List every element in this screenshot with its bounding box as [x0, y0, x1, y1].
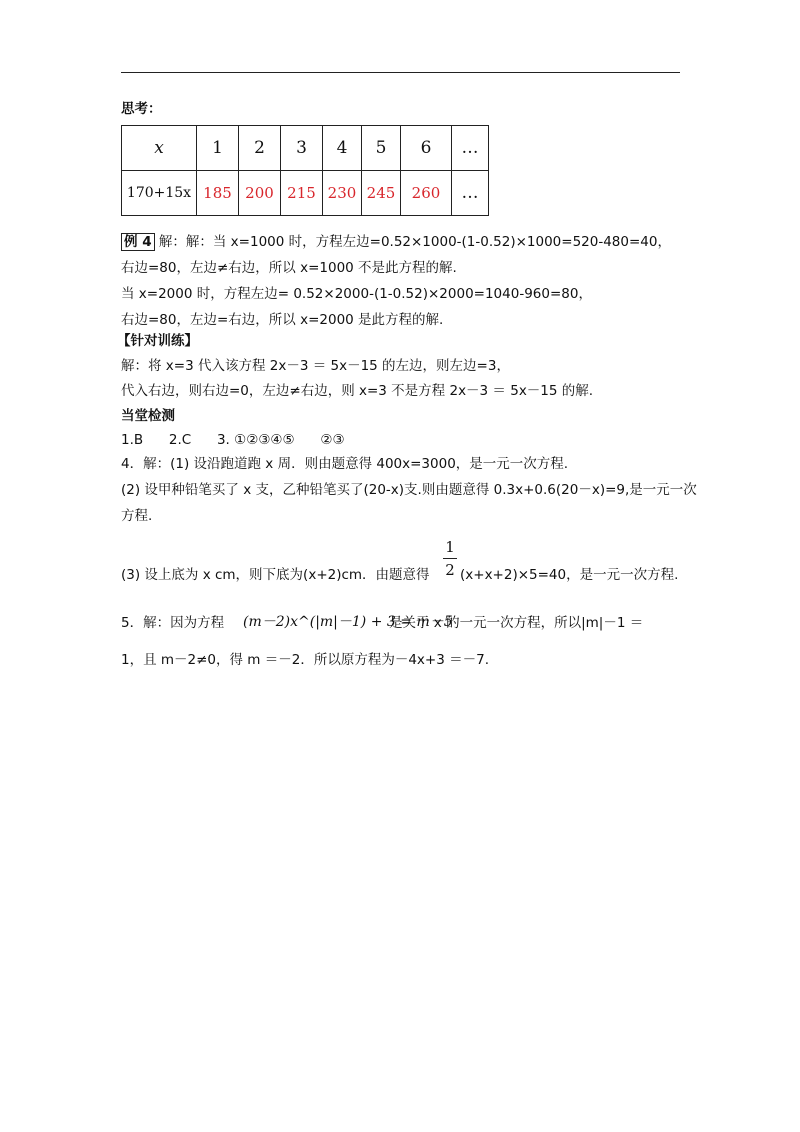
q4-part2-line1: (2) 设甲种铅笔买了 x 支，乙种铅笔买了(20-x)支.则由题意得 0.3x+0.6(20－x)=9,是一元一次 — [121, 482, 697, 498]
table-cell: … — [452, 126, 489, 171]
table-cell: 1 — [197, 126, 239, 171]
example4-line4: 右边=80，左边=右边，所以 x=2000 是此方程的解. — [121, 312, 444, 328]
check-title: 当堂检测 — [121, 408, 175, 424]
q5-equation: (m－2)x^(|m|－1) + 3 = m－5 — [243, 614, 453, 630]
header-rule — [121, 72, 680, 73]
fraction-numerator: 1 — [445, 538, 455, 556]
table-row — [122, 171, 489, 216]
calc-table — [121, 125, 489, 216]
q5-after: 是关于 x 的一元一次方程，所以|m|－1 ＝ — [389, 615, 644, 631]
table-cell: 245 — [362, 171, 401, 216]
table-cell: 2 — [239, 126, 281, 171]
training-title: 【针对训练】 — [117, 333, 198, 349]
q5-line2: 1，且 m－2≠0，得 m ＝－2．所以原方程为－4x+3 ＝－7. — [121, 652, 489, 668]
example4-text: 解：解：当 x=1000 时，方程左边=0.52×1000-(1-0.52)×1000=520-480=40， — [158, 234, 671, 250]
example4-line1 — [121, 234, 671, 250]
think-title: 思考： — [121, 101, 162, 117]
table-cell: 4 — [323, 126, 362, 171]
check-answers: 1.B 2.C 3. ①②③④⑤ ②③ — [121, 432, 345, 448]
fraction-one-half — [443, 538, 457, 579]
example-label: 例 4 — [121, 233, 155, 251]
fraction-denominator: 2 — [445, 561, 455, 579]
training-line1: 解：将 x=3 代入该方程 2x－3 ＝ 5x－15 的左边，则左边=3， — [121, 358, 510, 374]
q4-part1: 4．解：(1) 设沿跑道跑 x 周．则由题意得 400x=3000，是一元一次方程. — [121, 456, 569, 472]
table-cell: … — [452, 171, 489, 216]
example4-line2: 右边=80，左边≠右边，所以 x=1000 不是此方程的解. — [121, 260, 457, 276]
table-cell: 5 — [362, 126, 401, 171]
table-cell: 230 — [323, 171, 362, 216]
table-header-label: x — [122, 126, 197, 171]
training-line2: 代入右边，则右边=0，左边≠右边，则 x=3 不是方程 2x－3 ＝ 5x－15 的解. — [121, 383, 594, 399]
q5-before: 5．解：因为方程 — [121, 615, 225, 631]
table-cell: 215 — [281, 171, 323, 216]
table-cell: 200 — [239, 171, 281, 216]
example4-line3: 当 x=2000 时，方程左边= 0.52×2000-(1-0.52)×2000=1040-960=80， — [121, 286, 592, 302]
table-cell: 6 — [401, 126, 452, 171]
table-row-label: 170+15x — [122, 171, 197, 216]
table-cell: 260 — [401, 171, 452, 216]
table-cell: 3 — [281, 126, 323, 171]
q4-part3-after: (x+x+2)×5=40，是一元一次方程. — [460, 567, 679, 583]
table-row — [122, 126, 489, 171]
fraction-bar — [443, 558, 457, 559]
table-cell: 185 — [197, 171, 239, 216]
q4-part2-line2: 方程. — [121, 508, 153, 524]
q4-part3-before: (3) 设上底为 x cm，则下底为(x+2)cm．由题意得 — [121, 567, 430, 583]
